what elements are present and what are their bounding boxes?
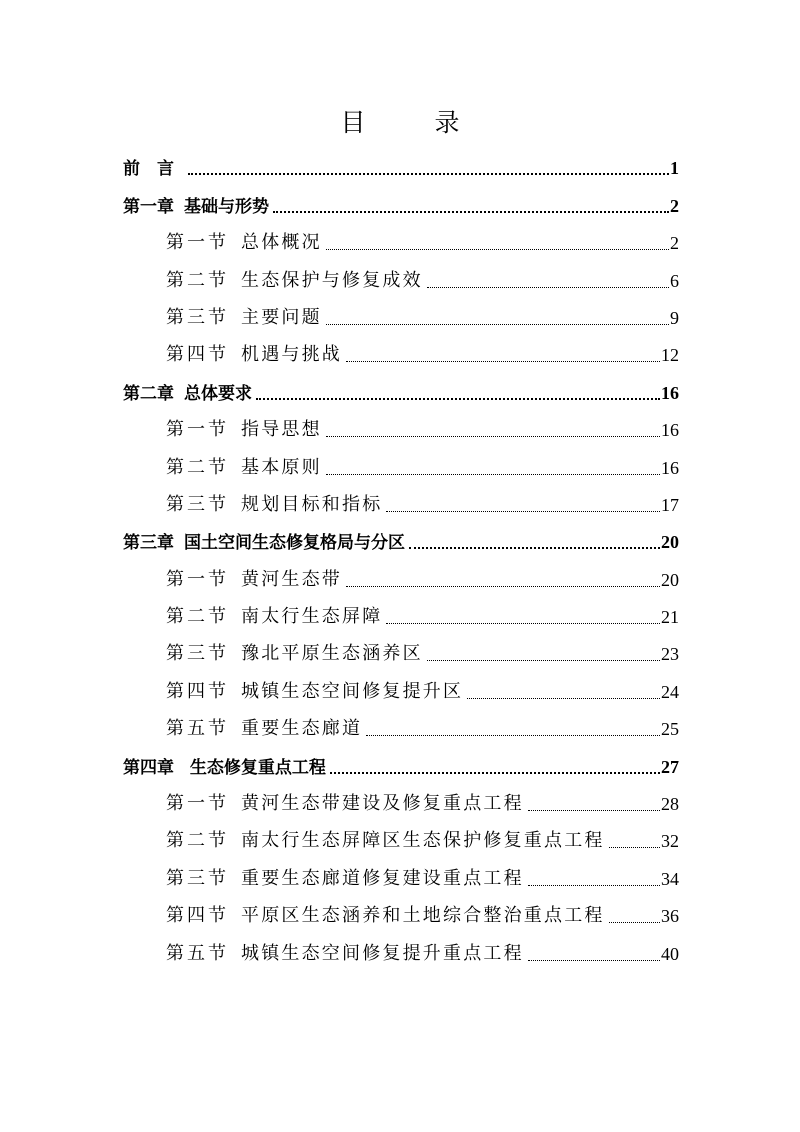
dot-leader: [427, 287, 669, 288]
entry-number: 第四章: [123, 757, 174, 778]
dot-leader: [346, 586, 660, 587]
page-number: 34: [661, 868, 679, 889]
page-number: 40: [661, 943, 679, 964]
entry-number: 第三节: [166, 643, 229, 665]
entry-title: 城镇生态空间修复提升区: [241, 680, 464, 702]
toc-entry-section[interactable]: [123, 927, 679, 964]
toc-entry-chapter[interactable]: [123, 179, 679, 216]
entry-title: 主要问题: [241, 306, 322, 328]
entry-number: 第二章: [123, 383, 174, 404]
dot-leader: [609, 847, 660, 848]
page-number: 12: [661, 345, 679, 366]
dot-leader: [528, 960, 660, 961]
entry-number: 第二节: [166, 269, 229, 291]
entry-number: 第四节: [166, 344, 229, 366]
toc-entry-section[interactable]: [123, 254, 679, 291]
entry-number: 第二节: [166, 830, 229, 852]
toc-entry-section[interactable]: [123, 890, 679, 927]
toc-entry-chapter[interactable]: [123, 366, 679, 403]
toc-entry-section[interactable]: [123, 553, 679, 590]
dot-leader: [326, 324, 669, 325]
entry-number: 第四节: [166, 680, 229, 702]
page-number: 1: [670, 158, 679, 179]
page-number: 6: [670, 270, 679, 291]
entry-title: 总体概况: [241, 232, 322, 254]
toc-entry-chapter[interactable]: [123, 740, 679, 777]
dot-leader: [326, 249, 669, 250]
dot-leader: [188, 173, 669, 175]
page-number: 16: [661, 420, 679, 441]
dot-leader: [326, 436, 660, 437]
entry-number: 第一节: [166, 232, 229, 254]
entry-title: 国土空间生态修复格局与分区: [184, 533, 405, 554]
entry-number: 第二节: [166, 456, 229, 478]
page-number: 9: [670, 307, 679, 328]
toc-title: 目 录: [340, 108, 482, 137]
toc-entry-section[interactable]: [123, 329, 679, 366]
dot-leader: [528, 810, 660, 811]
dot-leader: [528, 885, 660, 886]
dot-leader: [326, 474, 660, 475]
toc-entry-section[interactable]: [123, 441, 679, 478]
page-number: 24: [661, 681, 679, 702]
toc-entry-section[interactable]: [123, 852, 679, 889]
dot-leader: [386, 511, 660, 512]
table-of-contents: [123, 142, 679, 965]
toc-entry-section[interactable]: [123, 778, 679, 815]
entry-number: 第一节: [166, 568, 229, 590]
page-number: 28: [661, 794, 679, 815]
page-number: 20: [661, 532, 679, 553]
entry-title: 城镇生态空间修复提升重点工程: [241, 942, 524, 964]
toc-entry-section[interactable]: [123, 292, 679, 329]
entry-title: 基础与形势: [184, 196, 269, 217]
entry-title: 指导思想: [241, 419, 322, 441]
dot-leader: [273, 211, 669, 213]
page-number: 32: [661, 831, 679, 852]
entry-title: 机遇与挑战: [241, 344, 342, 366]
entry-title: 重要生态廊道修复建设重点工程: [241, 867, 524, 889]
entry-number: 第四节: [166, 905, 229, 927]
page-number: 2: [670, 195, 679, 216]
page-number: 17: [661, 494, 679, 515]
entry-number: 第三节: [166, 867, 229, 889]
entry-title: 基本原则: [241, 456, 322, 478]
entry-title: 总体要求: [184, 383, 252, 404]
dot-leader: [346, 361, 660, 362]
toc-entry-section[interactable]: [123, 628, 679, 665]
toc-entry-section[interactable]: [123, 591, 679, 628]
page-number: 27: [661, 756, 679, 777]
page-number: 23: [661, 644, 679, 665]
toc-entry-section[interactable]: [123, 815, 679, 852]
entry-number: 第五节: [166, 718, 229, 740]
toc-entry-section[interactable]: [123, 703, 679, 740]
entry-title: 生态保护与修复成效: [241, 269, 423, 291]
entry-title: 黄河生态带: [241, 568, 342, 590]
toc-entry-section[interactable]: [123, 217, 679, 254]
toc-entry-chapter[interactable]: [123, 142, 679, 179]
dot-leader: [386, 623, 660, 624]
toc-entry-section[interactable]: [123, 665, 679, 702]
entry-number: 第一节: [166, 793, 229, 815]
page-number: 16: [661, 382, 679, 403]
entry-number: 第一节: [166, 419, 229, 441]
dot-leader: [256, 398, 660, 400]
dot-leader: [467, 698, 660, 699]
page-number: 21: [661, 607, 679, 628]
entry-number: 第三章: [123, 533, 174, 554]
entry-number: 第三节: [166, 306, 229, 328]
entry-title: 豫北平原生态涵养区: [241, 643, 423, 665]
page-number: 36: [661, 906, 679, 927]
page-number: 25: [661, 719, 679, 740]
dot-leader: [609, 922, 660, 923]
entry-title: 规划目标和指标: [241, 493, 383, 515]
entry-title: 生态修复重点工程: [184, 757, 326, 778]
page-number: 20: [661, 569, 679, 590]
dot-leader: [427, 660, 660, 661]
entry-number: 第三节: [166, 493, 229, 515]
page-number: 16: [661, 457, 679, 478]
toc-entry-section[interactable]: [123, 479, 679, 516]
entry-title: 重要生态廊道: [241, 718, 363, 740]
entry-number: 第一章: [123, 196, 174, 217]
page-number: 2: [670, 233, 679, 254]
toc-entry-chapter[interactable]: [123, 516, 679, 553]
entry-title: 平原区生态涵养和土地综合整治重点工程: [241, 905, 605, 927]
dot-leader: [366, 735, 660, 736]
entry-number: 第二节: [166, 606, 229, 628]
entry-title: 南太行生态屏障: [241, 606, 383, 628]
dot-leader: [330, 772, 660, 774]
entry-title: 南太行生态屏障区生态保护修复重点工程: [241, 830, 605, 852]
entry-title: 黄河生态带建设及修复重点工程: [241, 793, 524, 815]
entry-number: 第五节: [166, 942, 229, 964]
toc-entry-section[interactable]: [123, 404, 679, 441]
dot-leader: [409, 547, 660, 549]
entry-number: 前 言: [123, 159, 174, 180]
